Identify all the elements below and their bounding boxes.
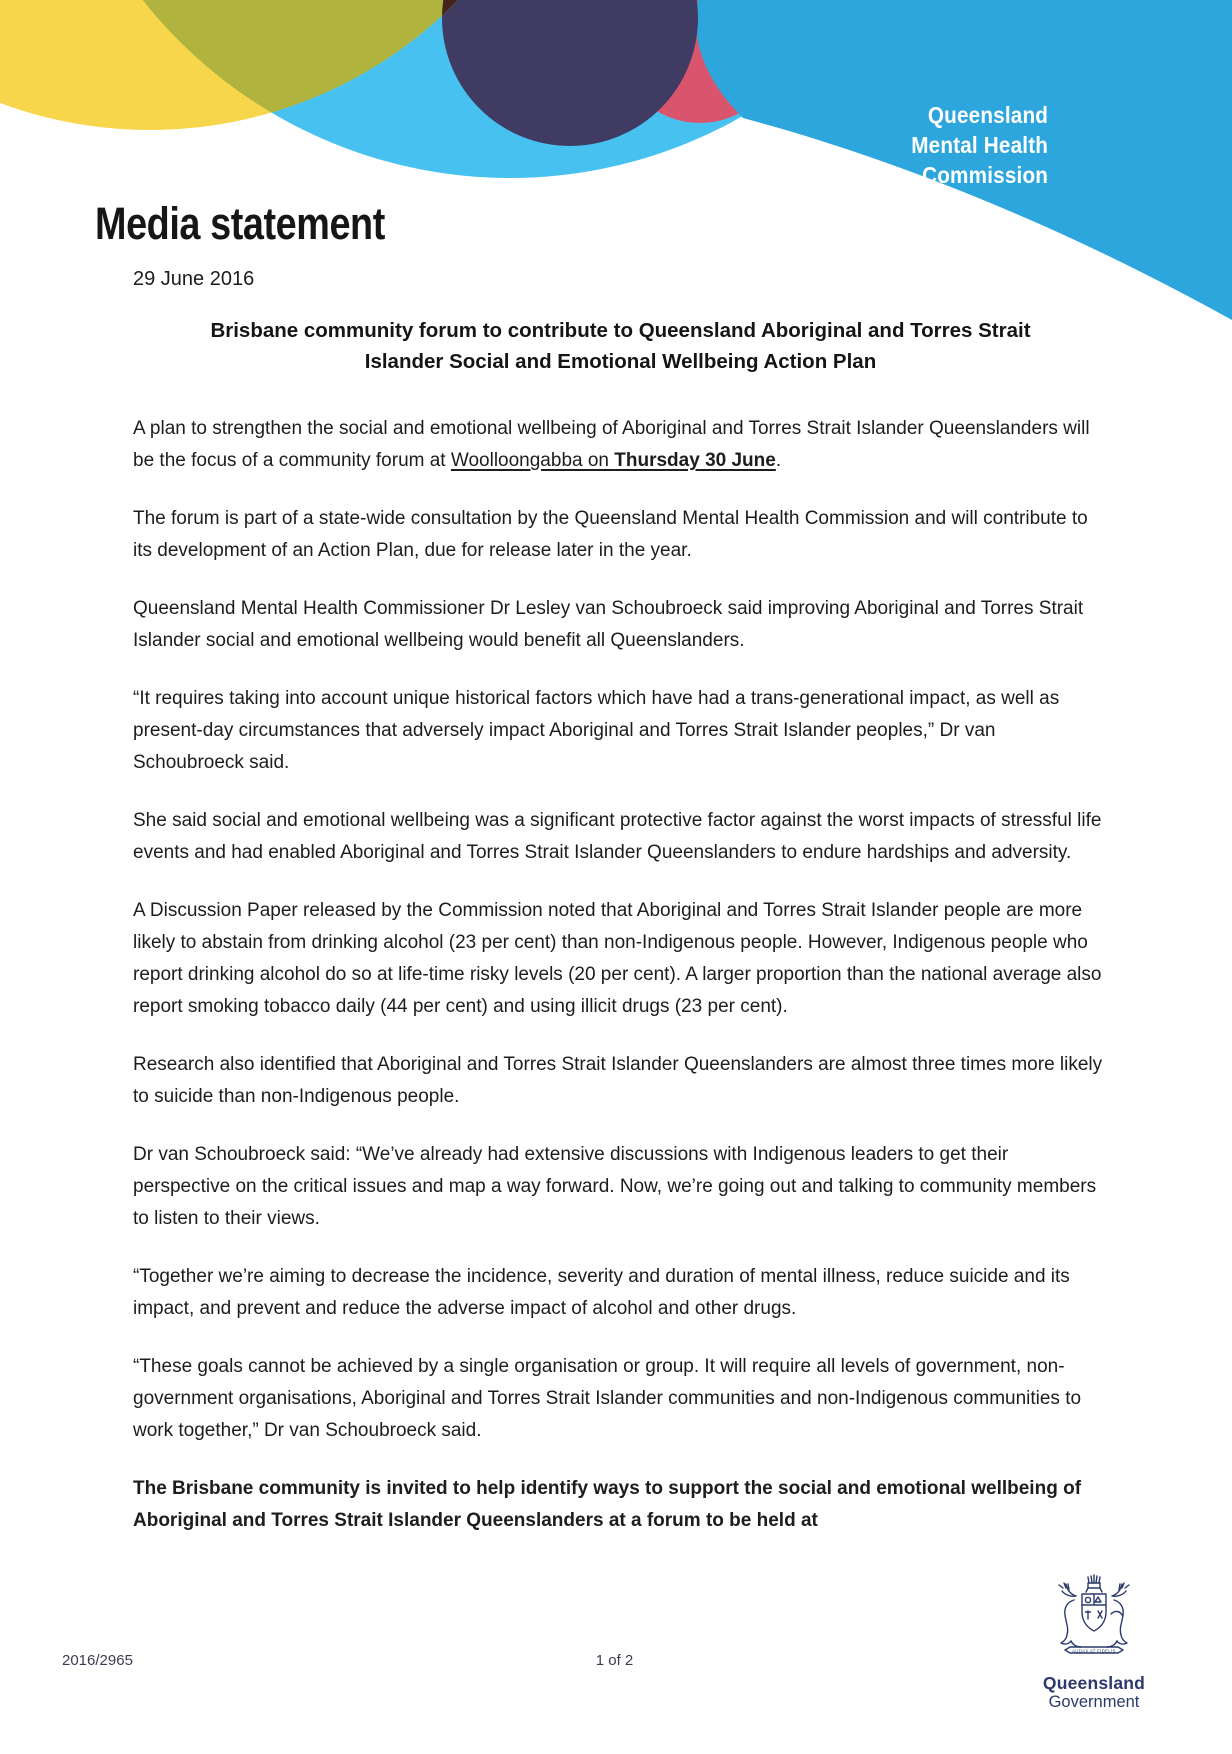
page-number: 1 of 2 bbox=[595, 1652, 634, 1669]
body-paragraph: A Discussion Paper released by the Commission noted that Aboriginal and Torres Strait Islander people are more likely to abstain from drinking alcohol (23 per cent) than non-Indigenous people. However, Indigenous people who report drinking alcohol do so at life-time risky levels (20 per cent). A larger proportion than the national average also report smoking tobacco daily (44 per cent) and using illicit drugs (23 per cent). bbox=[133, 900, 1102, 1017]
statement-date: 29 June 2016 bbox=[133, 268, 255, 290]
body-paragraph: The Brisbane community is invited to help identify ways to support the social and emotional wellbeing of Aboriginal and Torres Strait Islander Queenslanders at a forum to be held at bbox=[133, 1478, 1082, 1531]
qld-government-logo bbox=[1014, 1574, 1174, 1712]
body-paragraph: “It requires taking into account unique historical factors which have had a trans-generational impact, as well as present-day circumstances that adversely impact Aboriginal and Torres Strait Islander peoples,” Dr van Schoubroeck said. bbox=[133, 688, 1060, 773]
brand-logo-line: Commission bbox=[921, 162, 1048, 188]
body-paragraph: The forum is part of a state-wide consultation by the Queensland Mental Health Commission and will contribute to its development of an Action Plan, due for release later in the year. bbox=[133, 508, 1088, 561]
doc-type-heading: Media statement bbox=[95, 198, 385, 249]
body-paragraphs bbox=[133, 413, 1108, 1537]
body-paragraph: She said social and emotional wellbeing was a significant protective factor against the worst impacts of stressful life events and had enabled Aboriginal and Torres Strait Islander Queenslanders to endure hardships and adversity. bbox=[133, 810, 1102, 863]
body-paragraph: Research also identified that Aboriginal and Torres Strait Islander Queenslanders are almost three times more likely to suicide than non-Indigenous people. bbox=[133, 1054, 1103, 1107]
document-content bbox=[133, 268, 1108, 1563]
brand-logo-line: Queensland bbox=[927, 102, 1048, 128]
body-paragraph: Dr van Schoubroeck said: “We’ve already had extensive discussions with Indigenous leaders to get their perspective on the critical issues and map a way forward. Now, we’re going out and talking to community members to listen to their views. bbox=[133, 1144, 1097, 1229]
qld-crest-icon bbox=[1044, 1574, 1144, 1670]
body-paragraph: A plan to strengthen the social and emotional wellbeing of Aboriginal and Torres Strait Islander Queenslanders will be the focus of a community forum at Woolloongabba on Thursday 30 June. bbox=[133, 418, 1090, 471]
crest-motto: AUDAX AT FIDELIS bbox=[1072, 1648, 1116, 1654]
gov-logo-line1: Queensland bbox=[1042, 1673, 1146, 1693]
statement-title: Brisbane community forum to contribute to Queensland Aboriginal and Torres Strait Islander Social and Emotional Wellbeing Action Plan bbox=[210, 319, 1031, 373]
body-paragraph: “Together we’re aiming to decrease the incidence, severity and duration of mental illness, reduce suicide and its impact, and prevent and reduce the adverse impact of alcohol and other drugs. bbox=[133, 1266, 1070, 1319]
gov-logo-line2: Government bbox=[1048, 1693, 1140, 1711]
qmhc-logo-wordmark bbox=[911, 100, 1048, 190]
document-reference: 2016/2965 bbox=[62, 1652, 133, 1669]
brand-logo-line: Mental Health bbox=[911, 132, 1048, 158]
body-paragraph: “These goals cannot be achieved by a single organisation or group. It will require all levels of government, non-government organisations, Aboriginal and Torres Strait Islander communities and non-Indigenous communities to work together,” Dr van Schoubroeck said. bbox=[133, 1356, 1082, 1441]
body-paragraph: Queensland Mental Health Commissioner Dr Lesley van Schoubroeck said improving Aboriginal and Torres Strait Islander social and emotional wellbeing would benefit all Queenslanders. bbox=[133, 598, 1084, 651]
